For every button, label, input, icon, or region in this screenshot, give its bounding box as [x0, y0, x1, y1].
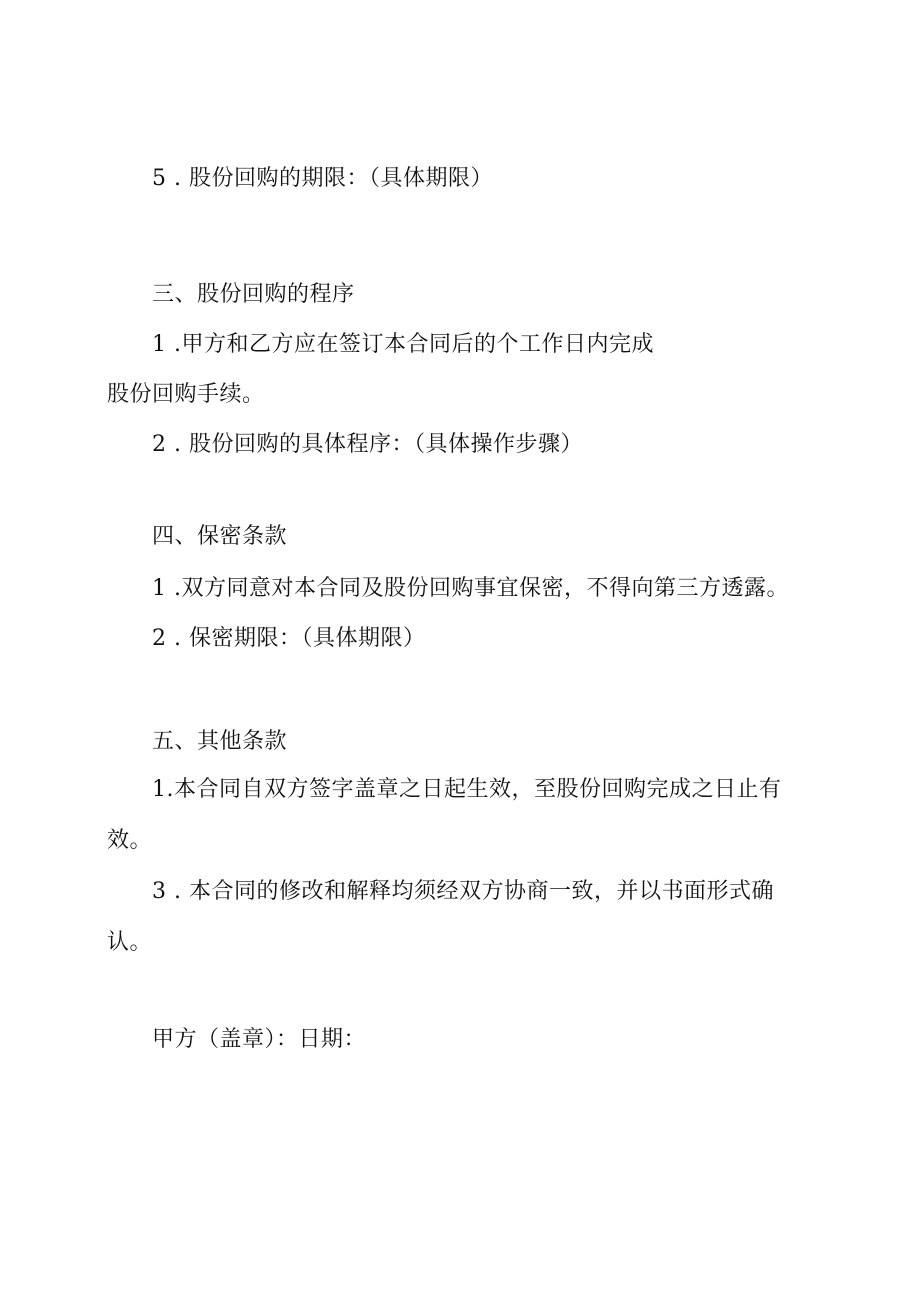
clause-3-1-line-1: 1 .甲方和乙方应在签订本合同后的个工作日内完成 — [152, 332, 654, 357]
clause-5-term: 5 . 股份回购的期限：（具体期限） — [152, 166, 493, 191]
clause-3-2: 2 . 股份回购的具体程序：（具体操作步骤） — [152, 432, 583, 457]
clause-4-2: 2 . 保密期限：（具体期限） — [152, 626, 426, 651]
clause-5-3-line-1: 3 . 本合同的修改和解释均须经双方协商一致，并以书面形式确 — [152, 879, 774, 904]
clause-3-1-line-2: 股份回购手续。 — [107, 382, 265, 407]
clause-5-1-line-1: 1.本合同自双方签字盖章之日起生效，至股份回购完成之日止有 — [152, 777, 782, 802]
section-4-heading: 四、保密条款 — [152, 524, 288, 549]
clause-5-3-line-2: 认。 — [107, 930, 153, 955]
section-5-heading: 五、其他条款 — [152, 729, 288, 754]
clause-5-1-line-2: 效。 — [107, 828, 153, 853]
clause-4-1: 1 .双方同意对本合同及股份回购事宜保密，不得向第三方透露。 — [152, 576, 789, 601]
section-3-heading: 三、股份回购的程序 — [152, 282, 355, 307]
party-a-signature-line: 甲方（盖章）：日期： — [152, 1027, 367, 1052]
